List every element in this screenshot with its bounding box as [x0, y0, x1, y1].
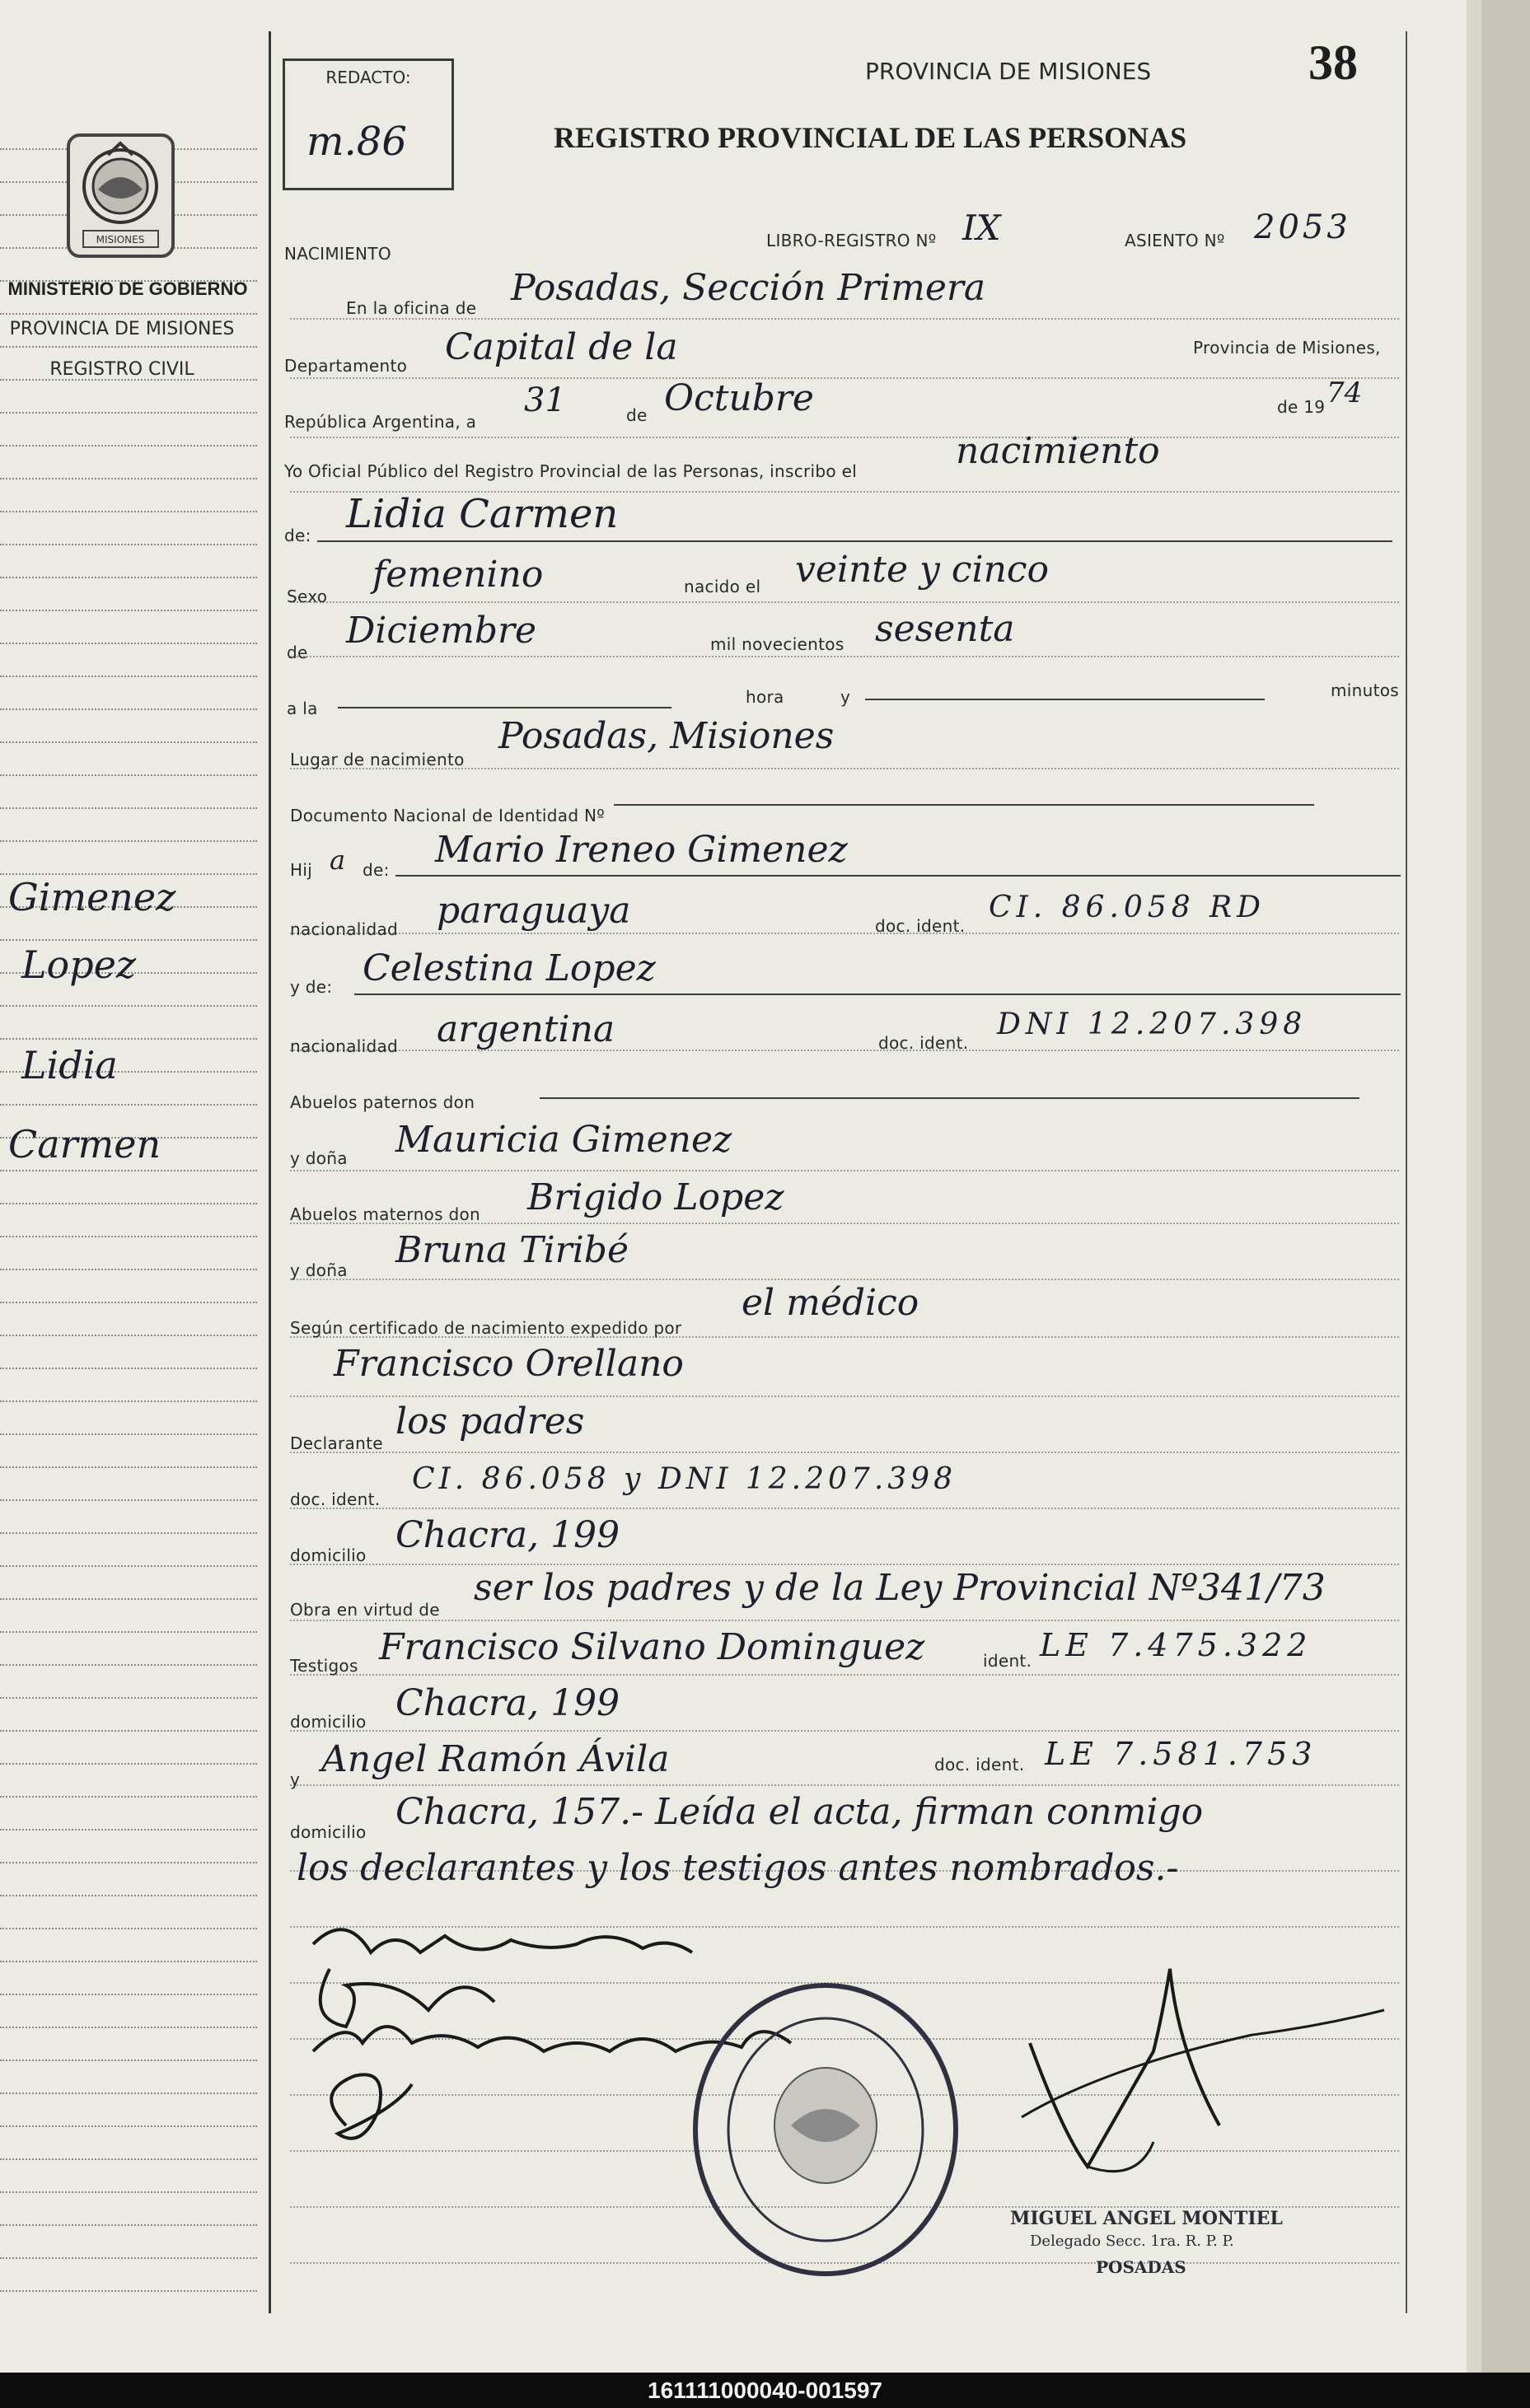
born-label: nacido el [684, 577, 761, 596]
mother-doc: DNI 12.207.398 [997, 1008, 1308, 1041]
margin-rule [0, 1631, 257, 1633]
margin-rule [0, 1895, 257, 1896]
witness1-value: Francisco Silvano Dominguez [379, 1626, 925, 1668]
closing-text: los declarantes y los testigos antes nombrados.- [297, 1847, 1179, 1889]
margin-rule [0, 346, 257, 348]
margin-rule [0, 1598, 257, 1600]
sex-label: Sexo [287, 587, 328, 606]
margin-rule [0, 1796, 257, 1798]
at-label: a la [287, 699, 318, 718]
sex-value: femenino [372, 554, 544, 596]
dni-label: Documento Nacional de Identidad Nº [290, 806, 605, 825]
margin-rule [0, 1302, 257, 1303]
born-year-value: sesenta [875, 608, 1015, 650]
margin-rule [0, 2027, 257, 2028]
official-role: Delegado Secc. 1ra. R. P. P. [1030, 2233, 1234, 2250]
witness2-prefix: y [290, 1770, 301, 1789]
redacto-value: m.86 [306, 119, 407, 165]
margin-rule [0, 2290, 257, 2292]
ministry-registry: REGISTRO CIVIL [49, 359, 194, 380]
witness2-doc-label: doc. ident. [934, 1755, 1025, 1774]
margin-note-surname-1: Gimenez [8, 875, 176, 919]
official-city: POSADAS [1096, 2257, 1186, 2277]
book-value: IX [962, 208, 1001, 248]
witness2-address-label: domicilio [290, 1822, 367, 1842]
margin-rule [0, 577, 257, 578]
declarant-doc-label: doc. ident. [290, 1489, 381, 1509]
acts-label: Obra en virtud de [290, 1600, 440, 1620]
margin-rule [0, 2224, 257, 2226]
margin-rule [0, 2092, 257, 2094]
acts-value: ser los padres y de la Ley Provincial Nº341/73 [474, 1567, 1326, 1609]
registry-title: REGISTRO PROVINCIAL DE LAS PERSONAS [554, 121, 1187, 154]
margin-rule [0, 643, 257, 644]
born-day-value: veinte y cinco [795, 549, 1050, 591]
margin-rule [0, 1170, 257, 1171]
margin-rule [0, 1928, 257, 1929]
department-value: Capital de la [445, 326, 678, 368]
father-doc-label: doc. ident. [875, 916, 966, 936]
page-rule [290, 1452, 1399, 1453]
father-nationality: paraguaya [437, 890, 631, 932]
witness2-value: Angel Ramón Ávila [321, 1738, 670, 1780]
page-rule [290, 656, 1399, 657]
birthplace-label: Lugar de nacimiento [290, 750, 465, 769]
hour-label: hora [746, 687, 784, 707]
margin-note-name-1: Lidia [21, 1043, 118, 1087]
and-label: y [840, 687, 851, 707]
page-edge [1467, 0, 1481, 2373]
birthplace-value: Posadas, Misiones [498, 715, 835, 757]
of-month-label: de [287, 643, 308, 662]
margin-rule [0, 676, 257, 677]
mother-line [354, 994, 1401, 995]
doctor-value: Francisco Orellano [334, 1343, 684, 1385]
margin-rule [0, 1400, 257, 1402]
page-rule [290, 437, 1399, 438]
margin-rule [0, 2191, 257, 2193]
margin-rule [0, 708, 257, 710]
page-rule [290, 1730, 1399, 1732]
margin-rule [0, 1466, 257, 1468]
margin-rule [0, 774, 257, 776]
year-value: 74 [1326, 376, 1363, 409]
ministry-province: PROVINCIA DE MISIONES [9, 319, 235, 339]
declarant-label: Declarante [290, 1433, 383, 1453]
witness1-doc: LE 7.475.322 [1040, 1627, 1312, 1663]
margin-rule [0, 412, 257, 414]
declarant-doc-value: CI. 86.058 y DNI 12.207.398 [412, 1462, 957, 1496]
department-label: Departamento [284, 356, 408, 376]
page-rule [290, 1620, 1399, 1621]
minutes-line [865, 699, 1265, 700]
paternal-dona-label: y doña [290, 1148, 348, 1168]
year-label: de 19 [1277, 397, 1326, 417]
official-seal-icon [684, 1977, 968, 2282]
margin-note-surname-2: Lopez [21, 942, 137, 987]
margin-rule [0, 1961, 257, 1962]
mother-doc-label: doc. ident. [878, 1033, 969, 1053]
address-label: domicilio [290, 1545, 367, 1565]
margin-rule [0, 1862, 257, 1863]
month-connector: de [626, 405, 648, 425]
page-rule [290, 1674, 1399, 1676]
office-label: En la oficina de [346, 298, 477, 318]
margin-rule [0, 1335, 257, 1336]
margin-rule [0, 1104, 257, 1106]
redacto-label: REDACTO: [325, 68, 411, 87]
father-nationality-label: nacionalidad [290, 919, 399, 939]
page-rule [290, 1564, 1399, 1565]
margin-rule [0, 840, 257, 842]
margin-border [269, 31, 271, 2313]
margin-rule [0, 544, 257, 545]
margin-rule [0, 1433, 257, 1435]
witnesses-label: Testigos [290, 1656, 358, 1676]
margin-rule [0, 1829, 257, 1831]
margin-rule [0, 313, 257, 315]
name-line [317, 540, 1392, 542]
margin-rule [0, 2158, 257, 2160]
margin-rule [0, 939, 257, 941]
margin-rule [0, 1368, 257, 1369]
margin-rule [0, 1499, 257, 1501]
margin-rule [0, 1994, 257, 1995]
paternal-line [540, 1097, 1359, 1099]
witness1-address-label: domicilio [290, 1712, 367, 1732]
coat-of-arms-icon [65, 132, 176, 260]
margin-rule [0, 1236, 257, 1237]
page-rule [290, 1784, 1399, 1786]
margin-rule [0, 1532, 257, 1534]
certificate-label: Según certificado de nacimiento expedido por [290, 1318, 682, 1338]
book-label: LIBRO-REGISTRO Nº [766, 231, 937, 250]
record-type-label: NACIMIENTO [284, 244, 391, 264]
mother-value: Celestina Lopez [363, 947, 656, 989]
page-rule [290, 1170, 1399, 1171]
entry-value: 2053 [1254, 208, 1351, 246]
month-value: Octubre [664, 377, 814, 419]
person-name: Lidia Carmen [346, 491, 619, 537]
margin-rule [0, 1697, 257, 1699]
margin-rule [0, 2257, 257, 2259]
page-rule [290, 1279, 1399, 1280]
republic-label: República Argentina, a [284, 412, 477, 432]
father-value: Mario Ireneo Gimenez [435, 829, 848, 871]
margin-rule [0, 741, 257, 743]
child-label-suffix: de: [363, 860, 390, 880]
margin-rule [0, 2060, 257, 2061]
redacto-box [283, 58, 454, 190]
document-id: 161111000040-001597 [648, 2378, 882, 2403]
hour-line [338, 707, 671, 708]
page-rule [290, 377, 1399, 379]
dni-line [614, 804, 1314, 806]
witness2-doc: LE 7.581.753 [1045, 1736, 1317, 1772]
witness1-address: Chacra, 199 [395, 1682, 620, 1724]
official-text: Yo Oficial Público del Registro Provincial de las Personas, inscribo el [284, 461, 858, 481]
maternal-label: Abuelos maternos don [290, 1204, 480, 1224]
paternal-label: Abuelos paternos don [290, 1092, 475, 1112]
margin-rule [0, 1269, 257, 1270]
margin-rule [0, 807, 257, 809]
margin-rule [0, 1664, 257, 1666]
entry-label: ASIENTO Nº [1125, 231, 1225, 250]
margin-rule [0, 2125, 257, 2127]
father-doc: CI. 86.058 RD [989, 891, 1266, 924]
thousand-label: mil novecientos [710, 634, 845, 654]
margin-rule [0, 445, 257, 447]
maternal-grandmother: Bruna Tiribé [395, 1229, 629, 1271]
father-line [395, 875, 1401, 877]
child-label-prefix: Hij [290, 860, 313, 880]
office-value: Posadas, Sección Primera [511, 267, 986, 309]
minutes-label: minutos [1331, 680, 1399, 700]
ministry-title: MINISTERIO DE GOBIERNO [7, 278, 248, 299]
mother-nationality: argentina [437, 1008, 615, 1050]
right-border [1406, 31, 1407, 2313]
margin-rule [0, 1730, 257, 1732]
witness1-ident-label: ident. [983, 1651, 1032, 1671]
declarant-value: los padres [395, 1400, 585, 1442]
margin-rule [0, 610, 257, 611]
maternal-dona-label: y doña [290, 1260, 348, 1280]
margin-rule [0, 1038, 257, 1040]
page-rule [290, 1508, 1399, 1509]
margin-rule [0, 511, 257, 512]
page-rule [290, 933, 1399, 934]
margin-rule [0, 1763, 257, 1765]
official-name: MIGUEL ANGEL MONTIEL [1010, 2208, 1283, 2229]
province-suffix: Provincia de Misiones, [1193, 338, 1381, 358]
page-rule [290, 601, 1399, 603]
address-value: Chacra, 199 [395, 1514, 620, 1556]
margin-rule [0, 1203, 257, 1204]
margin-rule [0, 478, 257, 479]
page-number: 38 [1308, 35, 1358, 90]
certificate-value: el médico [742, 1282, 919, 1324]
maternal-grandfather: Brigido Lopez [527, 1176, 784, 1218]
born-month-value: Diciembre [346, 610, 537, 652]
paternal-grandmother: Mauricia Gimenez [395, 1119, 732, 1161]
witness2-address: Chacra, 157.- Leída el acta, firman conmigo [395, 1791, 1204, 1833]
page-rule [290, 318, 1399, 320]
child-label-letter: a [330, 844, 346, 876]
page-rule [290, 1396, 1399, 1397]
mother-nationality-label: nacionalidad [290, 1036, 399, 1056]
margin-note-name-2: Carmen [8, 1122, 161, 1167]
margin-rule [0, 1565, 257, 1567]
province-header: PROVINCIA DE MISIONES [865, 58, 1152, 85]
of-label: de: [284, 526, 311, 545]
day-value: 31 [524, 381, 566, 419]
event-value: nacimiento [956, 430, 1160, 472]
emblem-text: MISIONES [96, 234, 145, 245]
margin-rule [0, 1005, 257, 1007]
and-of-label: y de: [290, 977, 333, 997]
binder-edge [1481, 0, 1530, 2373]
